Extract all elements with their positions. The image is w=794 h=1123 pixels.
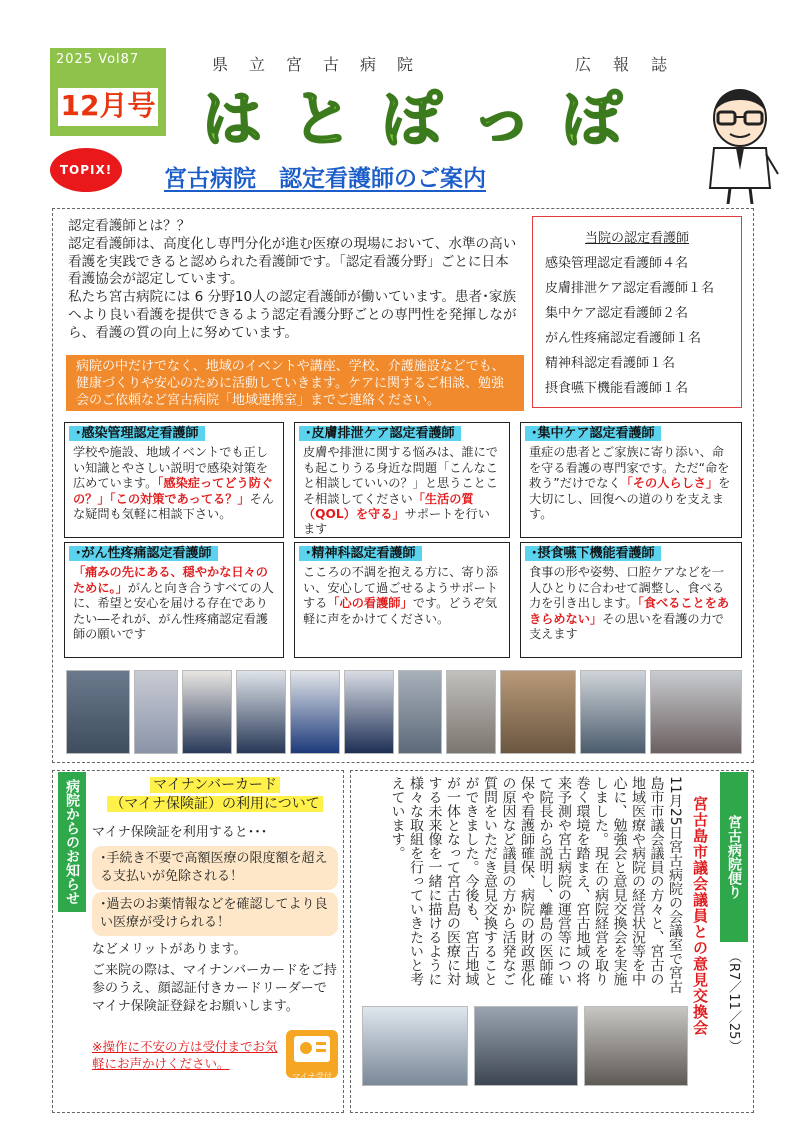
nurse-list-title: 当院の認定看護師 <box>584 231 689 246</box>
intensive-care-box <box>520 422 742 538</box>
photo-demo <box>398 670 442 754</box>
report-band: 宮古病院便り <box>720 772 748 942</box>
cancer-text: がんと向き合うすべての人に、希望と安心を届ける存在でありたい―それが、がん性疼痛認定看護師の願いです <box>73 580 274 642</box>
hospital-name: 県立宮古病院 <box>212 55 435 74</box>
psych-text: こころの不調を抱える方に、寄り添い、安心して過ごせるようサポートする <box>303 565 498 611</box>
skin-text: 皮膚や排泄に関する悩みは、誰にでも起こりうる身近な問題「こんなこと相談していいの？」と思うことこそ相談してください <box>303 445 498 506</box>
swallowing-box <box>520 542 742 658</box>
skin-title: ･皮膚排泄ケア認定看護師 <box>299 426 461 441</box>
photo-nurse <box>290 670 340 754</box>
psych-highlight: 「心の看護師」 <box>327 596 413 611</box>
photo-icu <box>650 670 742 754</box>
list-item: 精神科認定看護師１名 <box>545 356 676 371</box>
psych-text-2: です。どうぞ気軽に声をかけてください。 <box>303 596 498 626</box>
skin-highlight: 「生活の質（QOL）を守る」 <box>303 491 474 522</box>
cancer-highlight: 「痛みの先にある、穏やかな日々のために。」 <box>73 565 268 595</box>
swallow-highlight: 「食べることをあきらめない」 <box>529 596 730 626</box>
issue-year: 2025 Vol87 <box>56 52 140 67</box>
photo-nurse <box>344 670 394 754</box>
infection-highlight: 「感染症ってどう防ぐの？」「この対策であってる？」 <box>73 476 274 506</box>
photo-nurse <box>134 670 178 754</box>
mynumber-title-2: （マイナ保険証）の利用について <box>107 796 322 812</box>
skin-care-box <box>294 422 510 538</box>
skin-text-2: サポートを行います <box>303 507 490 537</box>
publication-type: 広報誌 <box>575 55 690 74</box>
cancer-pain-box <box>64 542 284 658</box>
benefit-2: ･過去のお薬情報などを確認してより良い医療が受けられる！ <box>92 892 338 936</box>
report-photo-meeting <box>584 1006 688 1086</box>
intensive-text-2: を大切にし、回復への道のりを支えます。 <box>529 476 731 522</box>
list-item: 感染管理認定看護師４名 <box>545 256 689 271</box>
list-item: 皮膚排泄ケア認定看護師１名 <box>545 281 715 296</box>
intensive-text: 重症の患者とご家族に寄り添い、命を守る看護の専門家です。ただ“命を救う”だけでなく <box>529 445 730 491</box>
newsletter-logo: はとぽっぽ <box>202 85 652 155</box>
list-item: がん性疼痛認定看護師１名 <box>545 331 702 346</box>
nurse-count-list <box>532 216 742 408</box>
nurse-photo-strip <box>66 670 742 754</box>
swallow-text: 食事の形や姿勢、口腔ケアなどを一人ひとりに合わせて調整し、食べる力を引き出します。 <box>529 565 724 611</box>
swallow-text-2: その思いを看護の力で支えます <box>529 611 724 642</box>
infection-text-2: そんな疑問も気軽に相談下さい。 <box>73 491 274 522</box>
infection-title: ･感染管理認定看護師 <box>69 426 205 441</box>
doctor-mascot-icon <box>700 88 780 206</box>
mynumber-request: ご来院の際は、マイナンバーカードをご持参のうえ、顔認証付きカードリーダーでマイナ保険証登録をお願いします。 <box>92 963 337 1014</box>
report-title: 宮古島市議会議員との意見交換会 <box>691 796 709 1036</box>
intro-paragraph-1: 認定看護師は、高度化し専門分化が進む医療の現場において、水準の高い看護を実践できると認められた看護師です。「認定看護分野」ごとに日本看護協会が認定しています。 <box>68 235 517 288</box>
report-photo-group <box>474 1006 578 1086</box>
psych-title: ･精神科認定看護師 <box>299 546 422 561</box>
photo-icu <box>580 670 646 754</box>
mynumber-tail: などメリットがあります。 <box>92 942 247 957</box>
report-photo-presentation <box>362 1006 468 1086</box>
photo-care <box>500 670 576 754</box>
photo-nurse <box>182 670 232 754</box>
intensive-title: ･集中ケア認定看護師 <box>525 426 661 441</box>
page-headline: 宮古病院 認定看護師のご案内 <box>164 166 486 192</box>
topix-badge: TOPIX! <box>50 148 122 192</box>
photo-care <box>446 670 496 754</box>
cancer-title: ･がん性疼痛認定看護師 <box>69 546 218 561</box>
report-date: （R7／11／25） <box>726 950 741 1053</box>
photo-seminar <box>66 670 130 754</box>
benefit-1: ･手続き不要で高額医療の限度額を超える支払いが免除される！ <box>92 846 338 890</box>
list-item: 集中ケア認定看護師２名 <box>545 306 689 321</box>
notice-band: 病院からのお知らせ <box>58 772 86 912</box>
psychiatric-box <box>294 542 510 658</box>
intensive-highlight: 「その人らしさ」 <box>620 476 719 491</box>
photo-nurse <box>236 670 286 754</box>
mynumber-sub: マイナ保険証を利用すると･･･ <box>92 825 268 840</box>
intro-paragraph-2: 私たち宮古病院には 6 分野10人の認定看護師が働いています。患者･家族へより良い看護を提供できるよう認定看護分野ごとの専門性を発揮しながら、看護の質の向上に努めています。 <box>68 289 517 341</box>
intro-text <box>68 218 520 343</box>
mynumber-title-1: マイナンバーカード <box>150 777 280 793</box>
mynumber-title <box>92 776 338 814</box>
issue-month: 12月号 <box>56 86 160 128</box>
swallow-title: ･摂食嚥下機能看護師 <box>525 546 661 561</box>
infection-text: 学校や施設、地域イベントでも正しい知識とやさしい説明で感染対策を広めています。 <box>73 445 268 491</box>
card-reader-icon <box>286 1030 338 1081</box>
mynumber-warning: ※操作に不安の方は受付までお気軽にお声かけください。 <box>92 1039 278 1071</box>
intro-question: 認定看護師とは？？ <box>68 218 191 234</box>
card-reader-label: マイナ受付 <box>292 1072 332 1081</box>
list-item: 摂食嚥下機能看護師１名 <box>545 381 689 396</box>
report-body: 11月25日宮古病院の会議室で宮古島市市議会議員の方々と、宮古の地域医療や病院の経営状況等を中心に、勉強会と意見交換会を実施しました。現在の病院経営を取り巻く環境を踏まえ、宮古地域の将来予測や宮古病院の運営等について院長から説明し、離島の医師確保や看護師確保、病院の財政悪化の原因など議員の方から活発なご質問をいただき意見交換することができました。今後も、宮古地域が一体となって宮古島の医療に対する未来像を一緒に描けるように様々な取組を行っていきたいと考えています。 <box>389 776 683 994</box>
community-note: 病院の中だけでなく、地域のイベントや講座、学校、介護施設などでも、健康づくりや安心のために活動していきます。ケアに関するご相談、勉強会のご依頼など宮古病院「地域連携室」までご連絡ください。 <box>66 355 524 411</box>
infection-control-box <box>64 422 284 538</box>
